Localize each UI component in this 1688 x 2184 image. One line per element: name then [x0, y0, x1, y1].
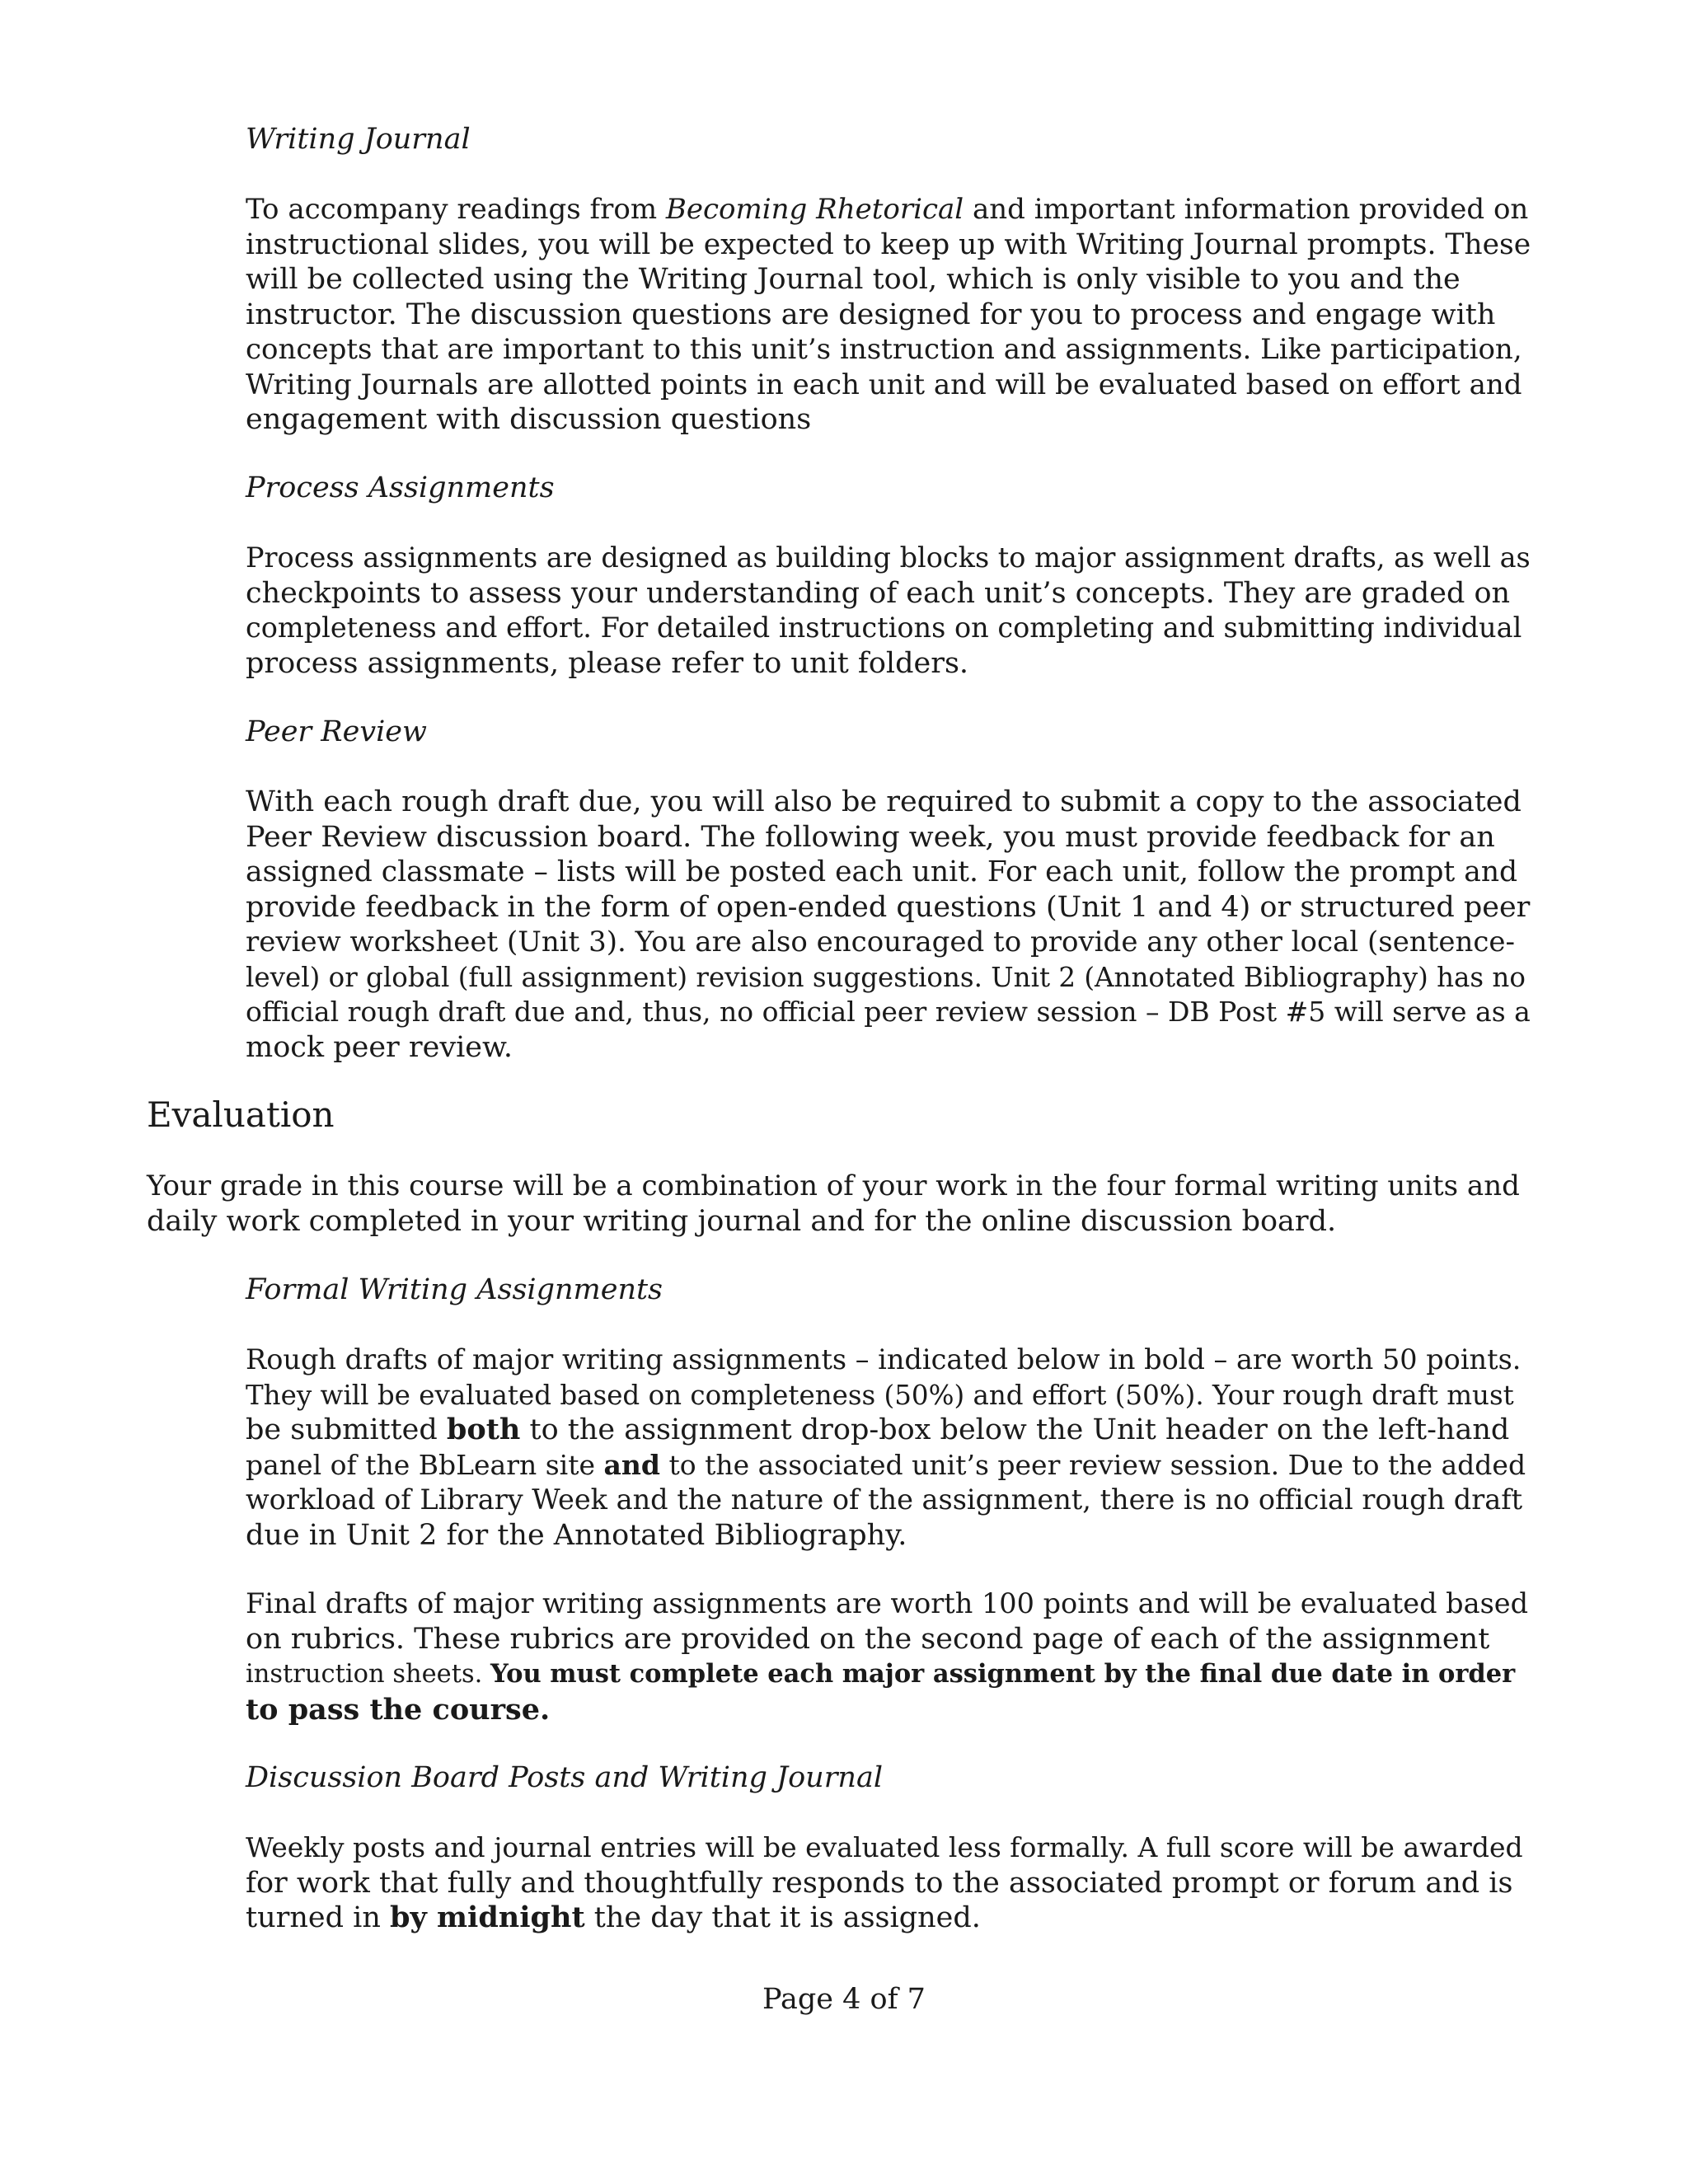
peer-review-line: mock peer review.: [246, 1030, 513, 1064]
discussion-board-paragraph: [246, 1830, 1531, 1936]
writing-journal-line: [246, 192, 1531, 227]
peer-review-line: review worksheet (Unit 3). You are also encouraged to provide any other local (sentence-: [246, 926, 1516, 958]
writing-journal-line: will be collected using the Writing Journal tool, which is only visible to you and the: [246, 263, 1461, 296]
bold-by-midnight: by midnight: [390, 1900, 585, 1934]
peer-review-paragraph: [246, 785, 1531, 1065]
process-line: checkpoints to assess your understanding of each unit’s concepts. They are graded on: [246, 576, 1511, 610]
writing-journal-line: concepts that are important to this unit’s instruction and assignments. Like participation,: [246, 333, 1522, 366]
rough-line: Rough drafts of major writing assignments – indicated below in bold – are worth 50 points.: [246, 1343, 1522, 1376]
discussion-text: turned in: [246, 1901, 381, 1934]
evaluation-section-title: Evaluation: [147, 1094, 335, 1135]
final-line: Final drafts of major writing assignments are worth 100 points and will be evaluated based: [246, 1587, 1529, 1619]
peer-review-line: assigned classmate – lists will be posted each unit. For each unit, follow the prompt and: [246, 855, 1518, 888]
final-line: [246, 1657, 1531, 1693]
bold-and: and: [603, 1448, 660, 1481]
rough-line: [246, 1448, 1531, 1483]
rough-text: panel of the BbLearn site: [246, 1448, 596, 1481]
process-line: Process assignments are designed as building blocks to major assignment drafts, as well as: [246, 541, 1531, 574]
peer-review-line: level) or global (full assignment) revision suggestions. Unit 2 (Annotated Bibliography) has no: [246, 961, 1526, 993]
intro-text-cont: and important information provided on: [972, 193, 1529, 226]
rough-drafts-paragraph: [246, 1343, 1531, 1553]
final-text: instruction sheets.: [246, 1660, 483, 1689]
discussion-board-heading: Discussion Board Posts and Writing Journal: [246, 1761, 884, 1794]
discussion-line: Weekly posts and journal entries will be evaluated less formally. A full score will be awarded: [246, 1831, 1523, 1863]
rough-line: workload of Library Week and the nature of the assignment, there is no official rough draft: [246, 1483, 1523, 1516]
evaluation-line: Your grade in this course will be a combination of your work in the four formal writing units and: [147, 1169, 1520, 1202]
peer-review-line: Peer Review discussion board. The following week, you must provide feedback for an: [246, 820, 1495, 854]
final-drafts-paragraph: [246, 1586, 1531, 1727]
final-line: to pass the course.: [246, 1692, 551, 1727]
evaluation-paragraph: [147, 1169, 1531, 1239]
page-number: Page 4 of 7: [762, 1983, 926, 2016]
intro-text: To accompany readings from: [246, 193, 658, 226]
discussion-line: for work that fully and thoughtfully responds to the associated prompt or forum and is: [246, 1866, 1513, 1900]
process-line: completeness and effort. For detailed instructions on completing and submitting individual: [246, 612, 1522, 644]
final-line: on rubrics. These rubrics are provided on the second page of each of the assignment: [246, 1622, 1490, 1656]
peer-review-line: official rough draft due and, thus, no official peer review session – DB Post #5 will serve as a: [246, 996, 1531, 1028]
formal-writing-heading: Formal Writing Assignments: [246, 1273, 663, 1306]
process-line: process assignments, please refer to unit folders.: [246, 646, 969, 680]
rough-text: be submitted: [246, 1413, 438, 1446]
discussion-line: [246, 1900, 1531, 1936]
writing-journal-line: instructional slides, you will be expected to keep up with Writing Journal prompts. These: [246, 227, 1531, 261]
rough-text: to the associated unit’s peer review session. Due to the added: [668, 1448, 1526, 1481]
writing-journal-paragraph: [246, 192, 1531, 438]
writing-journal-line: engagement with discussion questions: [246, 403, 812, 436]
peer-review-line: With each rough draft due, you will also be required to submit a copy to the associated: [246, 785, 1522, 818]
writing-journal-heading: Writing Journal: [246, 123, 471, 156]
bold-both: both: [446, 1413, 521, 1446]
rough-line: due in Unit 2 for the Annotated Bibliography.: [246, 1518, 907, 1552]
process-assignments-heading: Process Assignments: [246, 471, 555, 504]
rough-text: to the assignment drop-box below the Unit header on the left-hand: [529, 1413, 1510, 1446]
bold-requirement: You must complete each major assignment by the final due date in order: [490, 1659, 1516, 1689]
rough-line: They will be evaluated based on completeness (50%) and effort (50%). Your rough draft must: [246, 1379, 1514, 1411]
process-assignments-paragraph: [246, 541, 1531, 681]
peer-review-line: provide feedback in the form of open-ended questions (Unit 1 and 4) or structured peer: [246, 890, 1531, 924]
book-title: Becoming Rhetorical: [665, 193, 964, 226]
evaluation-line: daily work completed in your writing journal and for the online discussion board.: [147, 1204, 1337, 1238]
discussion-text: the day that it is assigned.: [593, 1901, 981, 1934]
writing-journal-line: Writing Journals are allotted points in each unit and will be evaluated based on effort and: [246, 368, 1522, 401]
peer-review-heading: Peer Review: [246, 715, 427, 748]
rough-line: [246, 1413, 1531, 1448]
writing-journal-line: instructor. The discussion questions are designed for you to process and engage with: [246, 298, 1496, 331]
